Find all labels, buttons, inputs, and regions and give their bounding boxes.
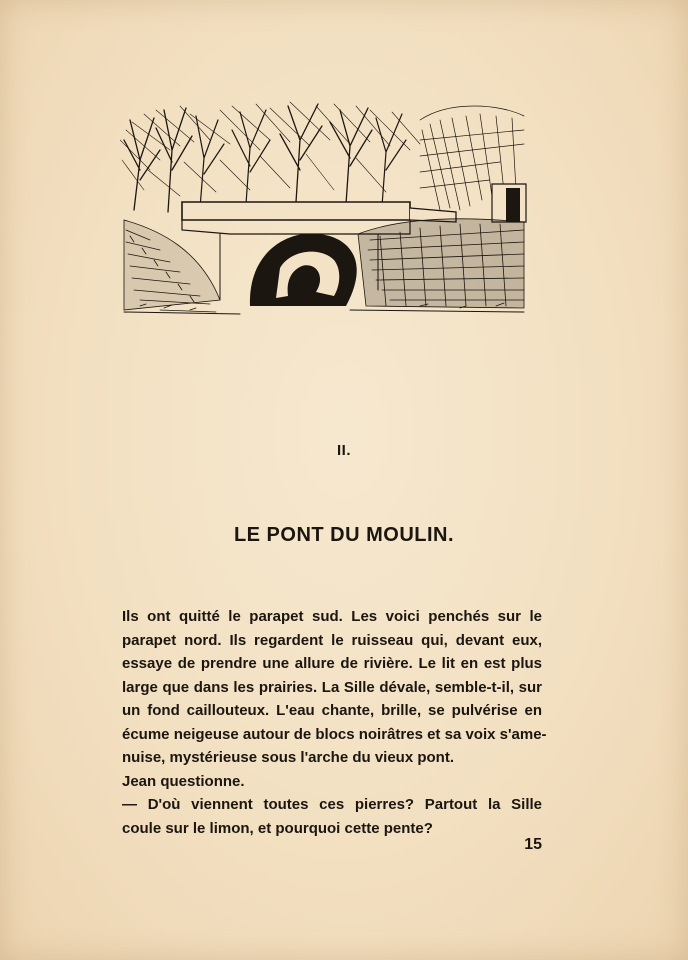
paragraph-line: Jean questionne. <box>122 772 245 790</box>
paragraph-line: un fond caillouteux. L'eau chante, brille, se pulvérise en <box>122 702 542 719</box>
paragraph-line: coule sur le limon, et pourquoi cette pente? <box>122 819 433 837</box>
paragraph-line: écume neigeuse autour de blocs noirâtres et sa voix s'ame- <box>122 725 547 743</box>
paragraph-line: parapet nord. Ils regardent le ruisseau qui, devant eux, <box>122 631 542 649</box>
paragraph-line: Ils ont quitté le parapet sud. Les voici penchés sur le <box>122 608 542 625</box>
paragraph-line: — D'où viennent toutes ces pierres? Partout la Sille <box>122 796 542 813</box>
paragraph-line: nuise, mystérieuse sous l'arche du vieux pont. <box>122 749 455 766</box>
paragraph-line: essaye de prendre une allure de rivière. Le lit en est plus <box>122 655 542 672</box>
body-paragraph <box>122 605 547 840</box>
page-number: 15 <box>524 836 542 853</box>
chapter-title: LE PONT DU MOULIN. <box>233 524 455 546</box>
chapter-number: II. <box>336 442 351 459</box>
bridge-illustration <box>120 100 528 324</box>
paragraph-line: large que dans les prairies. La Sille dévale, semble-t-il, sur <box>122 678 542 696</box>
